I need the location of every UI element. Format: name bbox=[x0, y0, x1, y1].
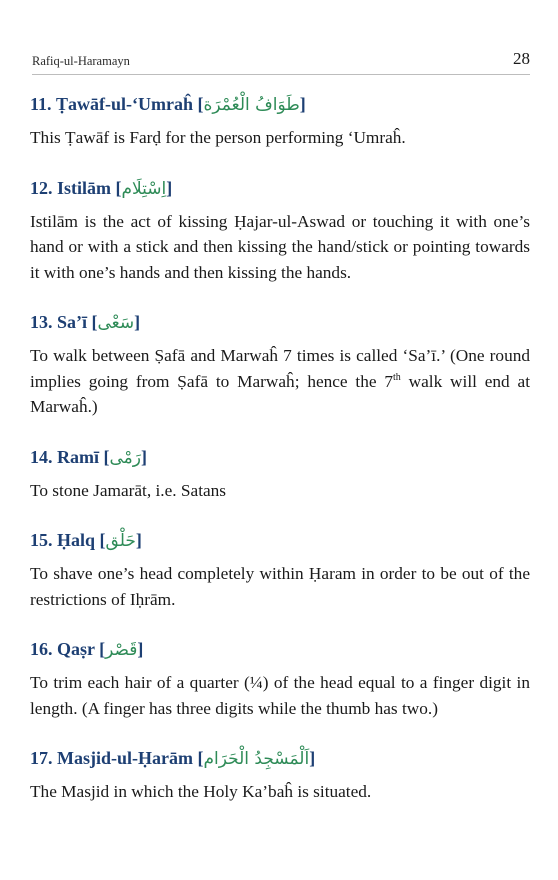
section-body: This Ṭawāf is Farḍ for the person performing ‘Umraĥ. bbox=[30, 128, 406, 147]
close-bracket: ] bbox=[141, 446, 147, 467]
running-header bbox=[32, 48, 530, 75]
section-body: The Masjid in which the Holy Ka’baĥ is situated. bbox=[30, 782, 372, 801]
heading-text: 15. Ḥalq bbox=[30, 530, 96, 550]
close-bracket: ] bbox=[135, 530, 142, 550]
heading-text: 12. Istilām bbox=[30, 177, 111, 198]
arabic-term: قَصْر bbox=[105, 640, 138, 660]
section-qasr bbox=[30, 635, 530, 721]
arabic-term: رَمْی bbox=[109, 447, 141, 468]
section-body bbox=[30, 343, 530, 420]
open-bracket: [ bbox=[91, 312, 98, 332]
ordinal-superscript: th bbox=[393, 371, 401, 383]
section-heading bbox=[30, 90, 530, 119]
arabic-term: سَعْی bbox=[97, 313, 135, 333]
glossary-content bbox=[30, 90, 530, 805]
book-title: Rafiq-ul-Haramayn bbox=[32, 54, 130, 68]
open-bracket: [ bbox=[99, 639, 106, 659]
section-heading bbox=[30, 635, 530, 664]
section-heading bbox=[30, 526, 530, 555]
heading-text: 17. Masjid-ul-Ḥarām bbox=[30, 748, 193, 768]
arabic-term: طَوَافُ الْعُمْرَة bbox=[203, 95, 300, 115]
open-bracket: [ bbox=[197, 94, 204, 114]
section-body: Istilām is the act of kissing Ḥajar-ul-Aswad or touching it with one’s hand or with a stick and then kissing the hand/stick or pointing towards it with one’s hands and then kissing the hands. bbox=[30, 211, 530, 282]
arabic-term: حَلْق bbox=[105, 531, 136, 551]
heading-text: 16. Qaṣr bbox=[30, 639, 95, 659]
section-body: To shave one’s head completely within Ḥaram in order to be out of the restrictions of Iḥrām. bbox=[30, 564, 530, 609]
section-heading bbox=[30, 744, 530, 773]
body-text: To walk between Ṣafā and Marwaĥ 7 times is called ‘Sa’ī.’ (One round implies going from Ṣafā to Marwaĥ; hence the 7 bbox=[30, 346, 530, 391]
arabic-term: اِسْتِلَام bbox=[121, 178, 167, 199]
section-istilam bbox=[30, 174, 530, 286]
open-bracket: [ bbox=[197, 748, 204, 768]
section-heading bbox=[30, 308, 530, 337]
section-sai bbox=[30, 308, 530, 420]
close-bracket: ] bbox=[137, 639, 144, 659]
close-bracket: ] bbox=[309, 748, 316, 768]
section-rami bbox=[30, 443, 530, 504]
arabic-term: اَلْمَسْجِدُ الْحَرَام bbox=[203, 749, 310, 769]
section-tawaf-ul-umrah bbox=[30, 90, 530, 151]
body-text-continued: walk will end at Marwaĥ.) bbox=[30, 371, 530, 416]
heading-text: 11. Ṭawāf-ul-‘Umraĥ bbox=[30, 94, 193, 114]
heading-text: 13. Sa’ī bbox=[30, 312, 88, 332]
open-bracket: [ bbox=[115, 177, 122, 198]
close-bracket: ] bbox=[134, 312, 141, 332]
section-halq bbox=[30, 526, 530, 612]
heading-text: 14. Ramī bbox=[30, 446, 99, 467]
open-bracket: [ bbox=[99, 530, 106, 550]
section-body: To trim each hair of a quarter (¼) of the head equal to a finger digit in length. (A finger has three digits while the thumb has two.) bbox=[30, 673, 530, 718]
open-bracket: [ bbox=[103, 446, 110, 467]
page-number: 28 bbox=[513, 49, 530, 68]
section-body: To stone Jamarāt, i.e. Satans bbox=[30, 480, 227, 500]
close-bracket: ] bbox=[299, 94, 306, 114]
close-bracket: ] bbox=[166, 177, 173, 198]
section-heading bbox=[30, 443, 530, 472]
section-masjid-ul-haram bbox=[30, 744, 530, 805]
section-heading bbox=[30, 174, 530, 203]
